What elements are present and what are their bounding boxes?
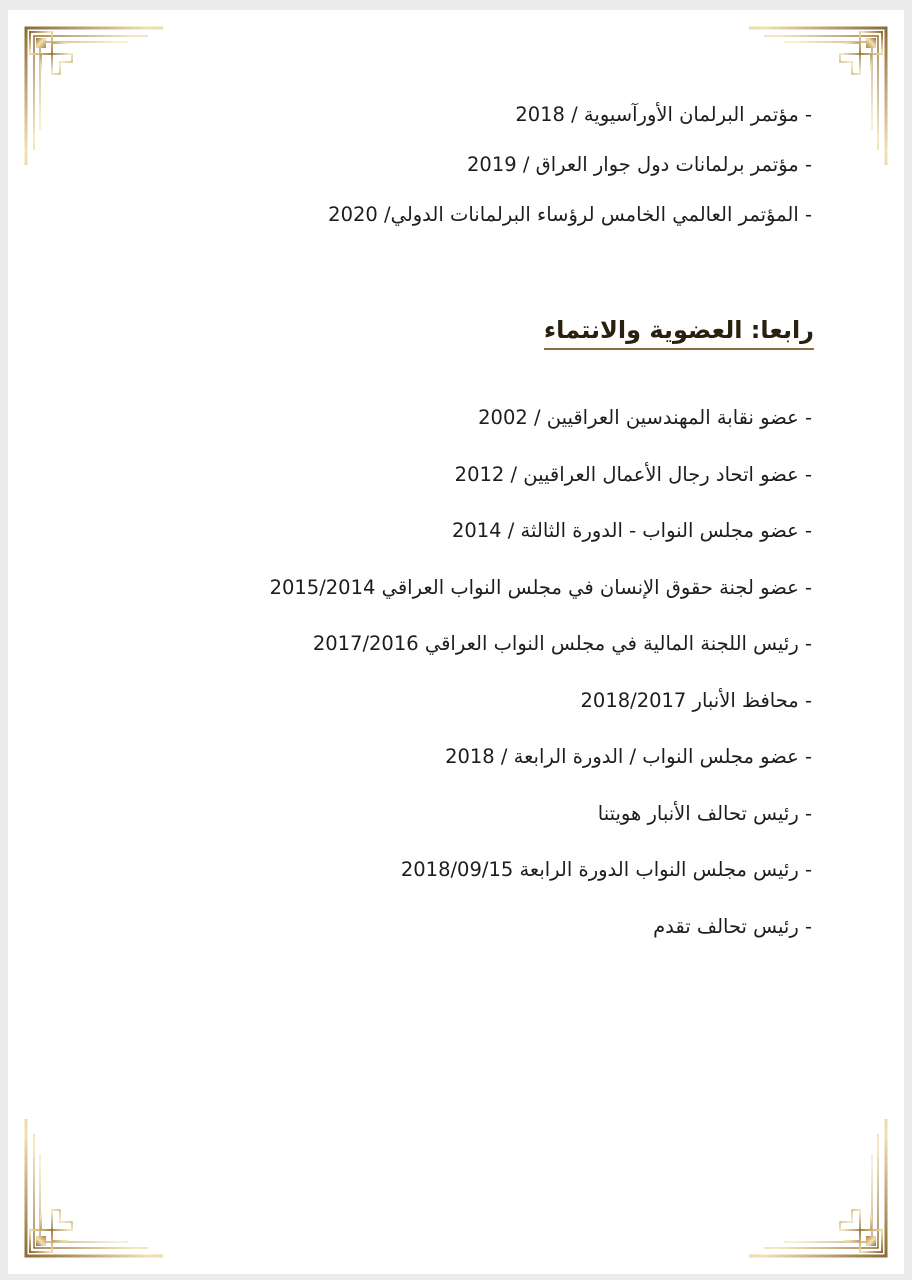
list-item: - محافظ الأنبار 2018/2017 (580, 688, 812, 712)
list-item: - مؤتمر برلمانات دول جوار العراق / 2019 (467, 153, 812, 176)
list-item: - رئيس مجلس النواب الدورة الرابعة 2018/09/15 (400, 858, 812, 881)
list-item: - مؤتمر البرلمان الأورآسيوية / 2018 (515, 103, 812, 126)
list-item: - عضو اتحاد رجال الأعمال العراقيين / 2012 (454, 462, 812, 486)
document-page (8, 10, 904, 1274)
list-item: - عضو مجلس النواب - الدورة الثالثة / 2014 (451, 519, 812, 542)
list-item: - عضو مجلس النواب / الدورة الرابعة / 2018 (445, 745, 812, 768)
list-item: - المؤتمر العالمي الخامس لرؤساء البرلمانات الدولي/ 2020 (328, 203, 812, 226)
list-item: - عضو لجنة حقوق الإنسان في مجلس النواب العراقي 2015/2014 (269, 575, 812, 599)
conferences-list (172, 90, 812, 240)
section-heading: رابعا: العضوية والانتماء (544, 316, 814, 350)
list-item: - رئيس اللجنة المالية في مجلس النواب العراقي 2017/2016 (312, 632, 812, 655)
memberships-list (172, 390, 812, 955)
list-item: - رئيس تحالف تقدم (653, 914, 812, 938)
list-item: - رئيس تحالف الأنبار هويتنا (597, 801, 812, 825)
list-item: - عضو نقابة المهندسين العراقيين / 2002 (478, 406, 812, 429)
